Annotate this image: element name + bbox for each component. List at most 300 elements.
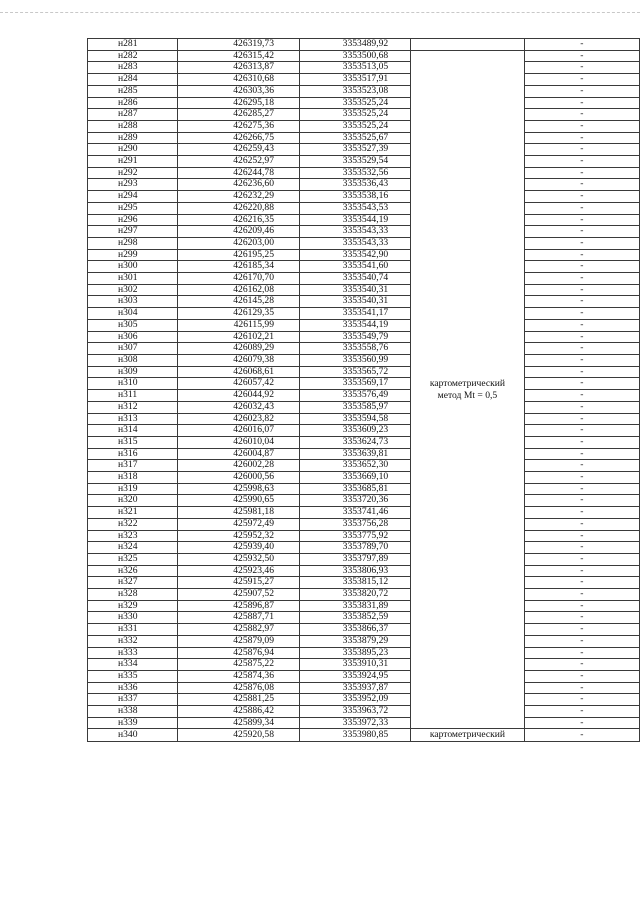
x-coordinate-cell: 426259,43 — [178, 144, 300, 156]
table-row — [88, 542, 640, 554]
note-cell: - — [524, 74, 639, 86]
x-coordinate-cell: 426195,25 — [178, 249, 300, 261]
x-coordinate-cell: 426310,68 — [178, 74, 300, 86]
x-coordinate-cell: 426089,29 — [178, 343, 300, 355]
x-coordinate-cell: 425879,09 — [178, 635, 300, 647]
note-cell: - — [524, 647, 639, 659]
y-coordinate-cell: 3353525,24 — [300, 109, 411, 121]
y-coordinate-cell: 3353544,19 — [300, 319, 411, 331]
x-coordinate-cell: 426220,88 — [178, 202, 300, 214]
point-id-cell: н318 — [88, 472, 178, 484]
note-cell: - — [524, 366, 639, 378]
y-coordinate-cell: 3353685,81 — [300, 483, 411, 495]
note-cell: - — [524, 495, 639, 507]
note-cell: - — [524, 530, 639, 542]
note-cell: - — [524, 624, 639, 636]
note-cell: - — [524, 717, 639, 729]
y-coordinate-cell: 3353541,17 — [300, 308, 411, 320]
point-id-cell: н296 — [88, 214, 178, 226]
point-id-cell: н326 — [88, 565, 178, 577]
point-id-cell: н300 — [88, 261, 178, 273]
note-cell: - — [524, 553, 639, 565]
x-coordinate-cell: 426044,92 — [178, 390, 300, 402]
y-coordinate-cell: 3353609,23 — [300, 425, 411, 437]
table-row — [88, 97, 640, 109]
point-id-cell: н334 — [88, 659, 178, 671]
note-cell: - — [524, 214, 639, 226]
y-coordinate-cell: 3353540,31 — [300, 296, 411, 308]
x-coordinate-cell: 425876,94 — [178, 647, 300, 659]
point-id-cell: н313 — [88, 413, 178, 425]
table-row — [88, 249, 640, 261]
x-coordinate-cell: 425920,58 — [178, 729, 300, 742]
table-row — [88, 366, 640, 378]
x-coordinate-cell: 425899,34 — [178, 717, 300, 729]
point-id-cell: н328 — [88, 589, 178, 601]
table-row — [88, 226, 640, 238]
note-cell: - — [524, 319, 639, 331]
note-cell: - — [524, 167, 639, 179]
y-coordinate-cell: 3353585,97 — [300, 401, 411, 413]
note-cell: - — [524, 729, 639, 742]
note-cell: - — [524, 331, 639, 343]
point-id-cell: н295 — [88, 202, 178, 214]
x-coordinate-cell: 426244,78 — [178, 167, 300, 179]
y-coordinate-cell: 3353532,56 — [300, 167, 411, 179]
table-row — [88, 635, 640, 647]
note-cell: - — [524, 565, 639, 577]
y-coordinate-cell: 3353529,54 — [300, 156, 411, 168]
y-coordinate-cell: 3353525,24 — [300, 120, 411, 132]
table-row — [88, 612, 640, 624]
note-cell: - — [524, 354, 639, 366]
point-id-cell: н284 — [88, 74, 178, 86]
table-row — [88, 156, 640, 168]
table-row — [88, 647, 640, 659]
y-coordinate-cell: 3353565,72 — [300, 366, 411, 378]
table-row — [88, 729, 640, 742]
y-coordinate-cell: 3353741,46 — [300, 507, 411, 519]
y-coordinate-cell: 3353542,90 — [300, 249, 411, 261]
point-id-cell: н333 — [88, 647, 178, 659]
point-id-cell: н304 — [88, 308, 178, 320]
note-cell: - — [524, 448, 639, 460]
x-coordinate-cell: 426236,60 — [178, 179, 300, 191]
point-id-cell: н289 — [88, 132, 178, 144]
table-row — [88, 706, 640, 718]
x-coordinate-cell: 425887,71 — [178, 612, 300, 624]
y-coordinate-cell: 3353523,08 — [300, 85, 411, 97]
note-cell: - — [524, 600, 639, 612]
note-cell: - — [524, 436, 639, 448]
y-coordinate-cell: 3353806,93 — [300, 565, 411, 577]
y-coordinate-cell: 3353541,60 — [300, 261, 411, 273]
x-coordinate-cell: 426016,07 — [178, 425, 300, 437]
point-id-cell: н327 — [88, 577, 178, 589]
table-row — [88, 331, 640, 343]
note-cell: - — [524, 378, 639, 390]
note-cell: - — [524, 308, 639, 320]
note-cell: - — [524, 682, 639, 694]
point-id-cell: н297 — [88, 226, 178, 238]
table-row — [88, 273, 640, 285]
table-row — [88, 354, 640, 366]
y-coordinate-cell: 3353540,31 — [300, 284, 411, 296]
note-cell: - — [524, 120, 639, 132]
note-cell: - — [524, 577, 639, 589]
point-id-cell: н299 — [88, 249, 178, 261]
table-row — [88, 659, 640, 671]
y-coordinate-cell: 3353540,74 — [300, 273, 411, 285]
point-id-cell: н322 — [88, 518, 178, 530]
note-cell: - — [524, 659, 639, 671]
x-coordinate-cell: 426162,08 — [178, 284, 300, 296]
x-coordinate-cell: 426216,35 — [178, 214, 300, 226]
y-coordinate-cell: 3353720,36 — [300, 495, 411, 507]
point-id-cell: н308 — [88, 354, 178, 366]
point-id-cell: н314 — [88, 425, 178, 437]
y-coordinate-cell: 3353489,92 — [300, 39, 411, 51]
note-cell: - — [524, 62, 639, 74]
point-id-cell: н319 — [88, 483, 178, 495]
method-cell-empty — [411, 39, 524, 51]
point-id-cell: н283 — [88, 62, 178, 74]
note-cell: - — [524, 237, 639, 249]
table-row — [88, 109, 640, 121]
point-id-cell: н298 — [88, 237, 178, 249]
table-row — [88, 261, 640, 273]
point-id-cell: н336 — [88, 682, 178, 694]
table-row — [88, 425, 640, 437]
x-coordinate-cell: 425876,08 — [178, 682, 300, 694]
note-cell: - — [524, 202, 639, 214]
y-coordinate-cell: 3353500,68 — [300, 50, 411, 62]
x-coordinate-cell: 426209,46 — [178, 226, 300, 238]
x-coordinate-cell: 426295,18 — [178, 97, 300, 109]
point-id-cell: н324 — [88, 542, 178, 554]
point-id-cell: н302 — [88, 284, 178, 296]
point-id-cell: н312 — [88, 401, 178, 413]
note-cell: - — [524, 401, 639, 413]
x-coordinate-cell: 426185,34 — [178, 261, 300, 273]
point-id-cell: н288 — [88, 120, 178, 132]
x-coordinate-cell: 425939,40 — [178, 542, 300, 554]
note-cell: - — [524, 472, 639, 484]
table-row — [88, 682, 640, 694]
x-coordinate-cell: 425886,42 — [178, 706, 300, 718]
x-coordinate-cell: 426232,29 — [178, 191, 300, 203]
table-row — [88, 589, 640, 601]
point-id-cell: н310 — [88, 378, 178, 390]
table-row — [88, 472, 640, 484]
x-coordinate-cell: 425896,87 — [178, 600, 300, 612]
point-id-cell: н330 — [88, 612, 178, 624]
y-coordinate-cell: 3353544,19 — [300, 214, 411, 226]
table-row — [88, 483, 640, 495]
x-coordinate-cell: 426313,87 — [178, 62, 300, 74]
y-coordinate-cell: 3353527,39 — [300, 144, 411, 156]
note-cell: - — [524, 518, 639, 530]
y-coordinate-cell: 3353831,89 — [300, 600, 411, 612]
x-coordinate-cell: 425907,52 — [178, 589, 300, 601]
y-coordinate-cell: 3353789,70 — [300, 542, 411, 554]
method-merged-cell — [411, 50, 524, 729]
table-row — [88, 74, 640, 86]
point-id-cell: н305 — [88, 319, 178, 331]
table-row — [88, 518, 640, 530]
table-row — [88, 507, 640, 519]
x-coordinate-cell: 426275,36 — [178, 120, 300, 132]
table-row — [88, 694, 640, 706]
y-coordinate-cell: 3353538,16 — [300, 191, 411, 203]
table-row — [88, 237, 640, 249]
x-coordinate-cell: 426079,38 — [178, 354, 300, 366]
note-cell: - — [524, 191, 639, 203]
table-row — [88, 167, 640, 179]
note-cell: - — [524, 694, 639, 706]
y-coordinate-cell: 3353952,09 — [300, 694, 411, 706]
table-row — [88, 390, 640, 402]
x-coordinate-cell: 426315,42 — [178, 50, 300, 62]
y-coordinate-cell: 3353513,05 — [300, 62, 411, 74]
y-coordinate-cell: 3353525,24 — [300, 97, 411, 109]
y-coordinate-cell: 3353669,10 — [300, 472, 411, 484]
note-cell: - — [524, 296, 639, 308]
coordinates-table-body — [88, 39, 640, 742]
y-coordinate-cell: 3353525,67 — [300, 132, 411, 144]
x-coordinate-cell: 426303,36 — [178, 85, 300, 97]
x-coordinate-cell: 426102,21 — [178, 331, 300, 343]
table-row — [88, 343, 640, 355]
x-coordinate-cell: 426129,35 — [178, 308, 300, 320]
x-coordinate-cell: 425881,25 — [178, 694, 300, 706]
note-cell: - — [524, 50, 639, 62]
note-cell: - — [524, 670, 639, 682]
point-id-cell: н282 — [88, 50, 178, 62]
note-cell: - — [524, 179, 639, 191]
x-coordinate-cell: 426145,28 — [178, 296, 300, 308]
point-id-cell: н317 — [88, 460, 178, 472]
y-coordinate-cell: 3353797,89 — [300, 553, 411, 565]
y-coordinate-cell: 3353815,12 — [300, 577, 411, 589]
point-id-cell: н325 — [88, 553, 178, 565]
x-coordinate-cell: 425952,32 — [178, 530, 300, 542]
table-row — [88, 436, 640, 448]
y-coordinate-cell: 3353775,92 — [300, 530, 411, 542]
note-cell: - — [524, 483, 639, 495]
note-cell: - — [524, 97, 639, 109]
point-id-cell: н337 — [88, 694, 178, 706]
x-coordinate-cell: 425923,46 — [178, 565, 300, 577]
y-coordinate-cell: 3353963,72 — [300, 706, 411, 718]
x-coordinate-cell: 426068,61 — [178, 366, 300, 378]
table-row — [88, 401, 640, 413]
y-coordinate-cell: 3353652,30 — [300, 460, 411, 472]
table-row — [88, 132, 640, 144]
x-coordinate-cell: 426115,99 — [178, 319, 300, 331]
note-cell: - — [524, 261, 639, 273]
point-id-cell: н281 — [88, 39, 178, 51]
y-coordinate-cell: 3353972,33 — [300, 717, 411, 729]
x-coordinate-cell: 425874,36 — [178, 670, 300, 682]
point-id-cell: н290 — [88, 144, 178, 156]
note-cell: - — [524, 39, 639, 51]
point-id-cell: н291 — [88, 156, 178, 168]
y-coordinate-cell: 3353624,73 — [300, 436, 411, 448]
table-row — [88, 717, 640, 729]
table-row — [88, 308, 640, 320]
x-coordinate-cell: 425981,18 — [178, 507, 300, 519]
note-cell: - — [524, 85, 639, 97]
note-cell: - — [524, 507, 639, 519]
table-row — [88, 565, 640, 577]
y-coordinate-cell: 3353852,59 — [300, 612, 411, 624]
point-id-cell: н286 — [88, 97, 178, 109]
x-coordinate-cell: 426002,28 — [178, 460, 300, 472]
y-coordinate-cell: 3353924,95 — [300, 670, 411, 682]
table-row — [88, 530, 640, 542]
x-coordinate-cell: 425875,22 — [178, 659, 300, 671]
y-coordinate-cell: 3353980,85 — [300, 729, 411, 742]
x-coordinate-cell: 426252,97 — [178, 156, 300, 168]
table-row — [88, 191, 640, 203]
y-coordinate-cell: 3353594,58 — [300, 413, 411, 425]
table-row — [88, 50, 640, 62]
x-coordinate-cell: 426010,04 — [178, 436, 300, 448]
note-cell: - — [524, 132, 639, 144]
note-cell: - — [524, 413, 639, 425]
table-row — [88, 319, 640, 331]
y-coordinate-cell: 3353543,33 — [300, 237, 411, 249]
point-id-cell: н321 — [88, 507, 178, 519]
x-coordinate-cell: 425882,97 — [178, 624, 300, 636]
y-coordinate-cell: 3353549,79 — [300, 331, 411, 343]
y-coordinate-cell: 3353866,37 — [300, 624, 411, 636]
x-coordinate-cell: 426266,75 — [178, 132, 300, 144]
table-row — [88, 670, 640, 682]
table-row — [88, 460, 640, 472]
x-coordinate-cell: 426285,27 — [178, 109, 300, 121]
note-cell: - — [524, 390, 639, 402]
scan-top-edge — [0, 12, 640, 13]
point-id-cell: н338 — [88, 706, 178, 718]
point-id-cell: н315 — [88, 436, 178, 448]
point-id-cell: н307 — [88, 343, 178, 355]
note-cell: - — [524, 460, 639, 472]
x-coordinate-cell: 426057,42 — [178, 378, 300, 390]
table-row — [88, 577, 640, 589]
point-id-cell: н309 — [88, 366, 178, 378]
point-id-cell: н287 — [88, 109, 178, 121]
y-coordinate-cell: 3353569,17 — [300, 378, 411, 390]
y-coordinate-cell: 3353756,28 — [300, 518, 411, 530]
x-coordinate-cell: 426004,87 — [178, 448, 300, 460]
table-row — [88, 624, 640, 636]
note-cell: - — [524, 542, 639, 554]
table-row — [88, 214, 640, 226]
point-id-cell: н320 — [88, 495, 178, 507]
y-coordinate-cell: 3353560,99 — [300, 354, 411, 366]
table-row — [88, 495, 640, 507]
point-id-cell: н316 — [88, 448, 178, 460]
x-coordinate-cell: 425990,65 — [178, 495, 300, 507]
x-coordinate-cell: 425915,27 — [178, 577, 300, 589]
y-coordinate-cell: 3353543,53 — [300, 202, 411, 214]
point-id-cell: н293 — [88, 179, 178, 191]
x-coordinate-cell: 426319,73 — [178, 39, 300, 51]
note-cell: - — [524, 612, 639, 624]
point-id-cell: н335 — [88, 670, 178, 682]
y-coordinate-cell: 3353536,43 — [300, 179, 411, 191]
x-coordinate-cell: 426170,70 — [178, 273, 300, 285]
note-cell: - — [524, 425, 639, 437]
table-row — [88, 448, 640, 460]
point-id-cell: н301 — [88, 273, 178, 285]
x-coordinate-cell: 426023,82 — [178, 413, 300, 425]
table-row — [88, 144, 640, 156]
point-id-cell: н292 — [88, 167, 178, 179]
point-id-cell: н339 — [88, 717, 178, 729]
point-id-cell: н294 — [88, 191, 178, 203]
table-row — [88, 553, 640, 565]
point-id-cell: н303 — [88, 296, 178, 308]
coordinates-table — [87, 38, 640, 742]
y-coordinate-cell: 3353543,33 — [300, 226, 411, 238]
point-id-cell: н311 — [88, 390, 178, 402]
note-cell: - — [524, 589, 639, 601]
y-coordinate-cell: 3353576,49 — [300, 390, 411, 402]
note-cell: - — [524, 343, 639, 355]
table-row — [88, 378, 640, 390]
x-coordinate-cell: 426000,56 — [178, 472, 300, 484]
x-coordinate-cell: 425932,50 — [178, 553, 300, 565]
point-id-cell: н331 — [88, 624, 178, 636]
method-cell: картометрический — [411, 729, 524, 742]
y-coordinate-cell: 3353895,23 — [300, 647, 411, 659]
note-cell: - — [524, 249, 639, 261]
note-cell: - — [524, 144, 639, 156]
note-cell: - — [524, 273, 639, 285]
table-row — [88, 62, 640, 74]
y-coordinate-cell: 3353820,72 — [300, 589, 411, 601]
y-coordinate-cell: 3353879,29 — [300, 635, 411, 647]
table-row — [88, 284, 640, 296]
note-cell: - — [524, 284, 639, 296]
note-cell: - — [524, 156, 639, 168]
table-row — [88, 296, 640, 308]
note-cell: - — [524, 109, 639, 121]
point-id-cell: н306 — [88, 331, 178, 343]
x-coordinate-cell: 426203,00 — [178, 237, 300, 249]
table-row — [88, 600, 640, 612]
y-coordinate-cell: 3353639,81 — [300, 448, 411, 460]
y-coordinate-cell: 3353937,87 — [300, 682, 411, 694]
y-coordinate-cell: 3353910,31 — [300, 659, 411, 671]
table-row — [88, 413, 640, 425]
method-accuracy: метод Mt = 0,5 — [437, 389, 498, 401]
table-row — [88, 202, 640, 214]
note-cell: - — [524, 226, 639, 238]
table-row — [88, 85, 640, 97]
x-coordinate-cell: 425998,63 — [178, 483, 300, 495]
note-cell: - — [524, 706, 639, 718]
point-id-cell: н323 — [88, 530, 178, 542]
point-id-cell: н329 — [88, 600, 178, 612]
point-id-cell: н285 — [88, 85, 178, 97]
method-name: картометрический — [429, 377, 506, 389]
note-cell: - — [524, 635, 639, 647]
point-id-cell: н340 — [88, 729, 178, 742]
